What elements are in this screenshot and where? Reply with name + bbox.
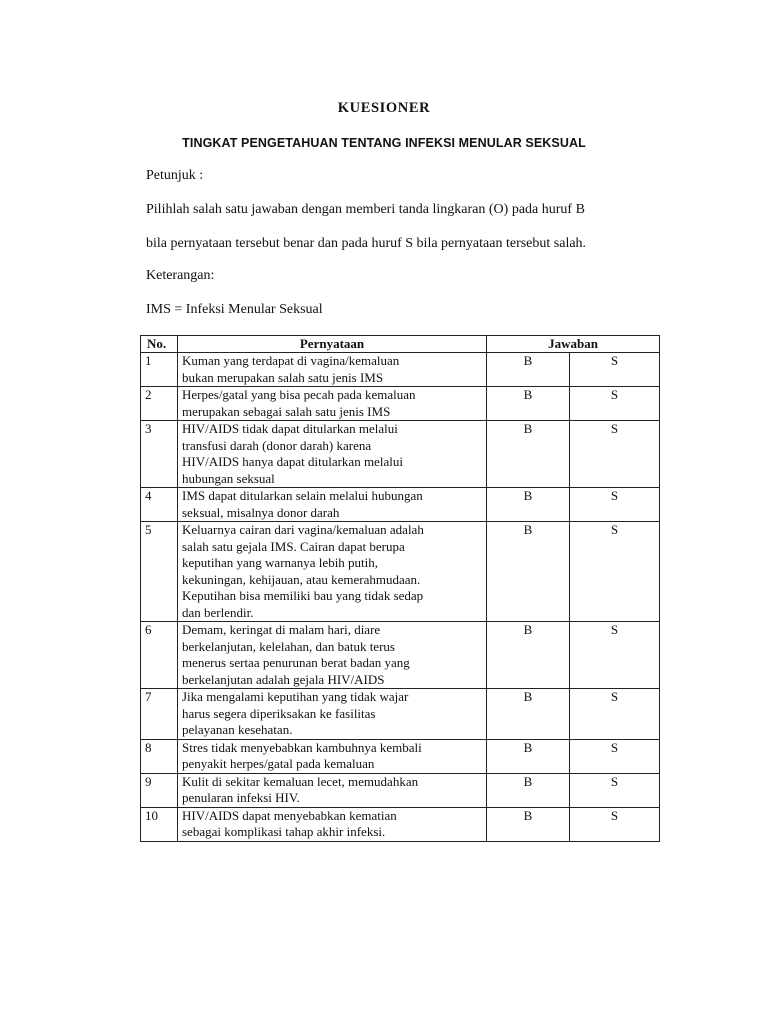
row-statement [178,488,487,522]
row-statement [178,689,487,740]
answer-option-b[interactable]: B [487,622,570,689]
instructions-line-1: Pilihlah salah satu jawaban dengan memberi tanda lingkaran (O) pada huruf B [146,202,585,217]
answer-option-b[interactable]: B [487,522,570,622]
statement-line: seksual, misalnya donor darah [182,504,340,520]
statement-line: Kuman yang terdapat di vagina/kemaluan [182,353,400,368]
notes-heading: Keterangan: [146,268,215,283]
statement-line: salah satu gejala IMS. Cairan dapat berupa [182,538,405,554]
statement-line: harus segera diperiksakan ke fasilitas [182,705,376,721]
answer-option-b[interactable]: B [487,689,570,740]
statement-line: HIV/AIDS hanya dapat ditularkan melalui [182,454,403,469]
statement-line: menerus sertaa penurunan berat badan yang [182,655,410,670]
table-row [141,689,660,740]
header-answer: Jawaban [487,336,660,353]
questionnaire-table [140,335,660,842]
statement-line: IMS dapat ditularkan selain melalui hubungan [182,488,423,503]
answer-option-s[interactable]: S [570,622,660,689]
row-number: 7 [141,689,178,740]
table-row [141,421,660,488]
answer-option-b[interactable]: B [487,387,570,421]
header-statement: Pernyataan [178,336,487,353]
statement-line: penularan infeksi HIV. [182,790,300,805]
table-row [141,739,660,773]
row-number: 2 [141,387,178,421]
answer-option-s[interactable]: S [570,773,660,807]
answer-option-s[interactable]: S [570,488,660,522]
header-no: No. [141,336,178,353]
instructions-line-2: bila pernyataan tersebut benar dan pada huruf S bila pernyataan tersebut salah. [146,236,587,251]
document-subtitle: TINGKAT PENGETAHUAN TENTANG INFEKSI MENULAR SEKSUAL [182,136,586,150]
row-statement [178,807,487,841]
statement-line: dan berlendir. [182,604,254,620]
answer-option-b[interactable]: B [487,353,570,387]
statement-line: kekuningan, kehijauan, atau kemerahmudaan. [182,571,421,587]
answer-option-s[interactable]: S [570,739,660,773]
statement-line: hubungan seksual [182,470,275,486]
statement-line: HIV/AIDS tidak dapat ditularkan melalui [182,421,398,436]
statement-line: Kulit di sekitar kemaluan lecet, memudahkan [182,773,419,789]
answer-option-s[interactable]: S [570,807,660,841]
row-statement [178,387,487,421]
statement-line: pelayanan kesehatan. [182,722,293,737]
statement-line: transfusi darah (donor darah) karena [182,437,372,453]
statement-line: sebagai komplikasi tahap akhir infeksi. [182,824,386,839]
statement-line: penyakit herpes/gatal pada kemaluan [182,756,375,771]
statement-line: Demam, keringat di malam hari, diare [182,622,381,637]
row-number: 8 [141,739,178,773]
statement-line: merupakan sebagai salah satu jenis IMS [182,403,391,419]
row-statement [178,421,487,488]
table-row [141,622,660,689]
row-number: 3 [141,421,178,488]
table-row [141,807,660,841]
statement-line: Keluarnya cairan dari vagina/kemaluan adalah [182,522,424,537]
row-number: 1 [141,353,178,387]
document-title: KUESIONER [337,100,431,116]
statement-line: berkelanjutan, kelelahan, dan batuk terus [182,638,395,654]
statement-line: berkelanjutan adalah gejala HIV/AIDS [182,671,385,687]
row-statement [178,739,487,773]
answer-option-s[interactable]: S [570,421,660,488]
row-number: 10 [141,807,178,841]
statement-line: keputihan yang warnanya lebih putih, [182,555,379,570]
statement-line: Stres tidak menyebabkan kambuhnya kembali [182,739,422,755]
row-number: 6 [141,622,178,689]
statement-line: Jika mengalami keputihan yang tidak wajar [182,689,409,704]
answer-option-s[interactable]: S [570,353,660,387]
table-row [141,773,660,807]
statement-line: bukan merupakan salah satu jenis IMS [182,369,384,385]
statement-line: Keputihan bisa memiliki bau yang tidak sedap [182,588,424,603]
answer-option-s[interactable]: S [570,387,660,421]
row-number: 9 [141,773,178,807]
answer-option-s[interactable]: S [570,522,660,622]
row-statement [178,522,487,622]
answer-option-b[interactable]: B [487,739,570,773]
row-statement [178,773,487,807]
abbreviation-note: IMS = Infeksi Menular Seksual [146,302,323,317]
statement-line: HIV/AIDS dapat menyebabkan kematian [182,807,397,823]
table-row [141,387,660,421]
instructions-heading: Petunjuk : [146,168,204,183]
answer-option-b[interactable]: B [487,807,570,841]
answer-option-b[interactable]: B [487,421,570,488]
table-body [141,353,660,842]
row-statement [178,622,487,689]
answer-option-b[interactable]: B [487,488,570,522]
answer-option-s[interactable]: S [570,689,660,740]
answer-option-b[interactable]: B [487,773,570,807]
row-number: 4 [141,488,178,522]
row-number: 5 [141,522,178,622]
table-row [141,488,660,522]
table-header-row [141,336,660,353]
statement-line: Herpes/gatal yang bisa pecah pada kemaluan [182,387,416,402]
table-row [141,522,660,622]
table-row [141,353,660,387]
row-statement [178,353,487,387]
